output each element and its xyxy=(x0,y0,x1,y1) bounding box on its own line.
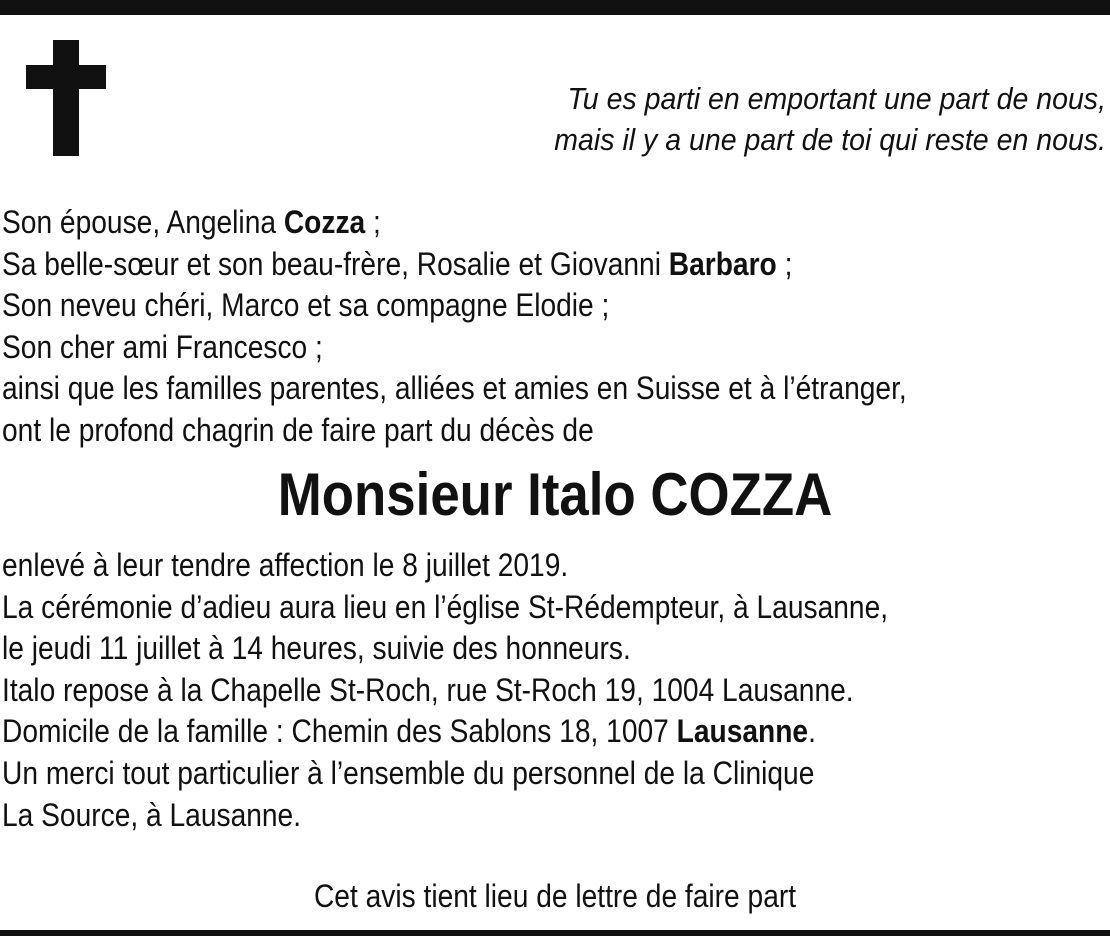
family-announcement xyxy=(2,202,1058,452)
quote-line-1: Tu es parti en emportant une part de nous, xyxy=(567,81,1106,116)
bottom-border-rule xyxy=(0,930,1110,936)
details-line: enlevé à leur tendre affection le 8 juillet 2019. xyxy=(2,547,569,583)
family-line: ont le profond chagrin de faire part du décès de xyxy=(2,411,594,448)
family-line: Sa belle-sœur et son beau-frère, Rosalie et Giovanni Barbaro ; xyxy=(2,245,793,282)
cross-icon xyxy=(26,40,106,156)
deceased-name: Monsieur Italo COZZA xyxy=(277,461,833,528)
family-line: ainsi que les familles parentes, alliées et amies en Suisse et à l’étranger, xyxy=(2,370,907,407)
details-line: Domicile de la famille : Chemin des Sablons 18, 1007 Lausanne. xyxy=(2,713,816,750)
details-line: La cérémonie d’adieu aura lieu en l’église St-Rédempteur, à Lausanne, xyxy=(2,588,889,625)
city-bold: Lausanne xyxy=(676,713,809,750)
footer-note: Cet avis tient lieu de lettre de faire part xyxy=(313,878,797,914)
surname: Cozza xyxy=(283,204,366,240)
quote-line-2: mais il y a une part de toi qui reste en nous. xyxy=(554,122,1106,157)
family-line: Son cher ami Francesco ; xyxy=(2,328,323,365)
details-line: le jeudi 11 juillet à 14 heures, suivie des honneurs. xyxy=(2,630,631,667)
details-line: Un merci tout particulier à l’ensemble du personnel de la Clinique xyxy=(2,754,815,791)
family-line: Son neveu chéri, Marco et sa compagne Elodie ; xyxy=(2,287,610,324)
surname: Barbaro xyxy=(668,245,777,282)
epitaph-quote xyxy=(407,78,1106,160)
family-line: Son épouse, Angelina Cozza ; xyxy=(2,204,381,240)
details-line: Italo repose à la Chapelle St-Roch, rue St-Roch 19, 1004 Lausanne. xyxy=(2,671,854,708)
details-line: La Source, à Lausanne. xyxy=(2,796,302,833)
top-border-rule xyxy=(0,0,1110,15)
ceremony-details xyxy=(2,545,1058,836)
